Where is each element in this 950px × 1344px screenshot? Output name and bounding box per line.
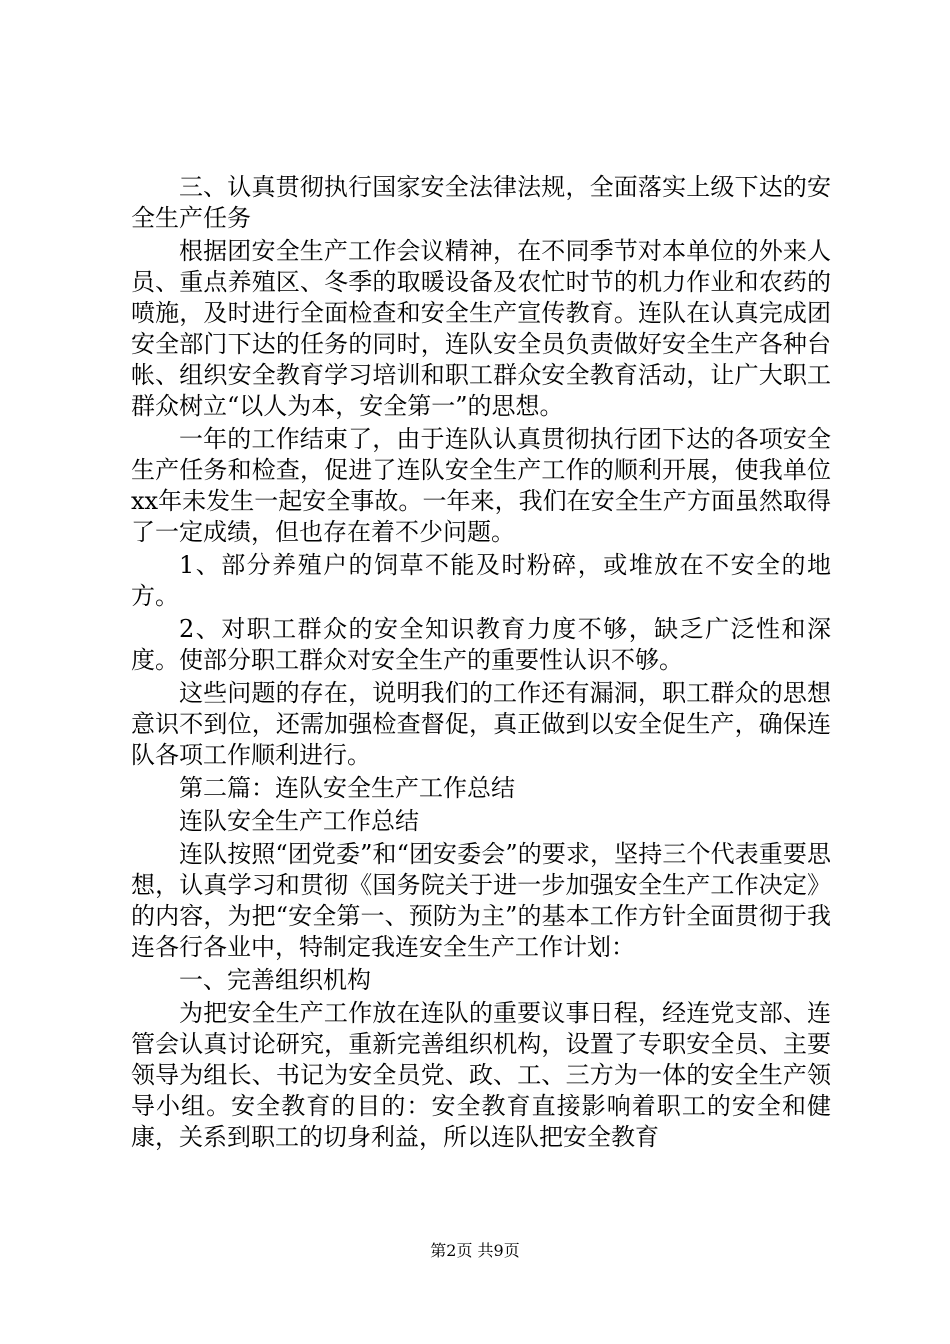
paragraph-second-article-heading: 第二篇：连队安全生产工作总结 [179, 774, 515, 802]
paragraph-seasonal-inspection: 根据团安全生产工作会议精神，在不同季节对本单位的外来人员、重点养殖区、冬季的取暖设备及农忙时节的机力作业和农药的喷施，及时进行全面检查和安全生产宣传教育。连队在认真完成团安全部门下达的任务的同时，连队安全员负责做好安全生产各种台帐、组织安全教育学习培训和职工群众安全教育活动，让广大职工群众树立“以人为本，安全第一”的思想。 [131, 237, 831, 420]
paragraph-second-article-title: 连队安全生产工作总结 [179, 807, 419, 835]
document-body [131, 172, 831, 1155]
page-footer: 第2页 共9页 [430, 1241, 520, 1260]
paragraph-work-plan-intro: 连队按照“团党委”和“团安委会”的要求，坚持三个代表重要思想，认真学习和贯彻《国务院关于进一步加强安全生产工作决定》的内容，为把“安全第一、预防为主”的基本工作方针全面贯彻于我连各行各业中，特制定我连安全生产工作计划： [131, 840, 831, 961]
paragraph-organization: 为把安全生产工作放在连队的重要议事日程，经连党支部、连管会认真讨论研究，重新完善组织机构，设置了专职安全员、主要领导为组长、书记为安全员党、政、工、三方为一体的安全生产领导小组。安全教育的目的：安全教育直接影响着职工的安全和健康，关系到职工的切身利益，所以连队把安全教育 [131, 999, 831, 1151]
paragraph-problems-conclusion: 这些问题的存在，说明我们的工作还有漏洞，职工群众的思想意识不到位，还需加强检查督促，真正做到以安全促生产，确保连队各项工作顺利进行。 [131, 679, 831, 769]
paragraph-section-three-heading: 三、认真贯彻执行国家安全法律法规，全面落实上级下达的安全生产任务 [131, 173, 831, 232]
paragraph-year-summary: 一年的工作结束了，由于连队认真贯彻执行团下达的各项安全生产任务和检查，促进了连队安全生产工作的顺利开展，使我单位xx年未发生一起安全事故。一年来，我们在安全生产方面虽然取得了一定成绩，但也存在着不少问题。 [131, 425, 831, 546]
paragraph-problem-one: 1、部分养殖户的饲草不能及时粉碎，或堆放在不安全的地方。 [131, 551, 831, 610]
paragraph-section-one-heading: 一、完善组织机构 [179, 966, 371, 994]
paragraph-problem-two: 2、对职工群众的安全知识教育力度不够，缺乏广泛性和深度。使部分职工群众对安全生产的重要性认识不够。 [131, 615, 831, 674]
